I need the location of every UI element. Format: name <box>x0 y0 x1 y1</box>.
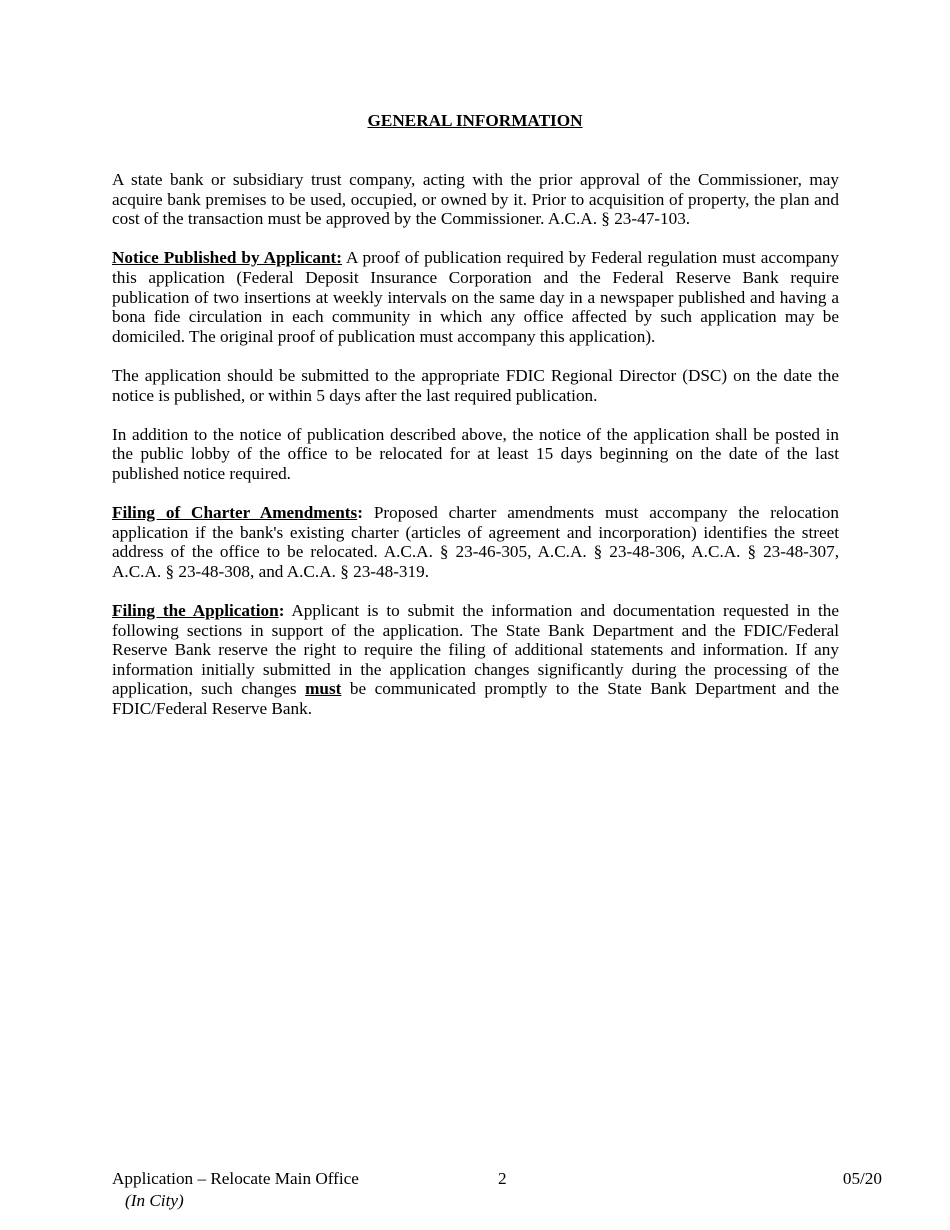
paragraph-filing-text-b: be communicated promptly to the State Bank Department and the FDIC/Federal Reserve Bank. <box>112 679 839 719</box>
paragraph-charter-amendments <box>112 503 839 581</box>
footer-page-number: 2 <box>498 1169 507 1188</box>
heading-colon: : <box>278 601 285 621</box>
paragraph-filing-text-a: Applicant is to submit the information and documentation requested in the following sections in support of the application. The State Bank Department and the FDIC/Federal Reserve Bank reserve the right to require the filing of additional statements and information. If any information initially submitted in the application changes significantly during the processing of the application, such changes <box>112 601 839 699</box>
paragraph-notice-published <box>112 248 839 346</box>
paragraph-intro-text: A state bank or subsidiary trust company, acting with the prior approval of the Commissioner, may acquire bank premises to be used, occupied, or owned by it. Prior to acquisition of property, the plan and cost of the transaction must be approved by the Commissioner. A.C.A. § 23-47-103. <box>112 170 839 229</box>
paragraph-submission-timing <box>112 366 839 405</box>
paragraph-charter-text: Proposed charter amendments must accompany the relocation application if the bank's existing charter (articles of agreement and incorporation) identifies the street address of the office to be relocated. A.C.A. § 23-46-305, A.C.A. § 23-48-306, A.C.A. § 23-48-307, A.C.A. § 23-48-308, and A.C.A. § 23-48-319. <box>112 503 839 581</box>
paragraph-filing-application <box>112 601 839 719</box>
emphasis-must: must <box>305 679 342 699</box>
footer-date: 05/20 <box>842 1169 882 1188</box>
paragraph-notice-text: A proof of publication required by Federal regulation must accompany this application (Federal Deposit Insurance Corporation and the Federal Reserve Bank require publication of two insertions at weekly intervals on the same day in a newspaper published and having a bona fide circulation in each community in which any office affected by such application may be domiciled. The original proof of publication must accompany this application). <box>112 248 839 346</box>
paragraph-intro <box>112 170 839 229</box>
footer-document-title: Application – Relocate Main Office <box>112 1169 359 1188</box>
page-footer <box>112 1168 882 1210</box>
page-title: GENERAL INFORMATION <box>367 111 583 130</box>
footer-subtitle: (In City) <box>125 1191 184 1210</box>
section-heading-filing: Filing the Application <box>112 601 279 621</box>
heading-colon: : <box>357 503 363 523</box>
paragraph-submission-text: The application should be submitted to the appropriate FDIC Regional Director (DSC) on the date the notice is published, or within 5 days after the last required publication. <box>112 365 839 405</box>
paragraph-posting-text: In addition to the notice of publication described above, the notice of the application shall be posted in the public lobby of the office to be relocated for at least 15 days beginning on the date of the last published notice required. <box>112 424 839 483</box>
section-heading-charter: Filing of Charter Amendments <box>112 503 358 523</box>
section-heading-notice: Notice Published by Applicant: <box>112 248 342 268</box>
paragraph-posting-notice <box>112 425 839 484</box>
document-body <box>112 170 839 738</box>
